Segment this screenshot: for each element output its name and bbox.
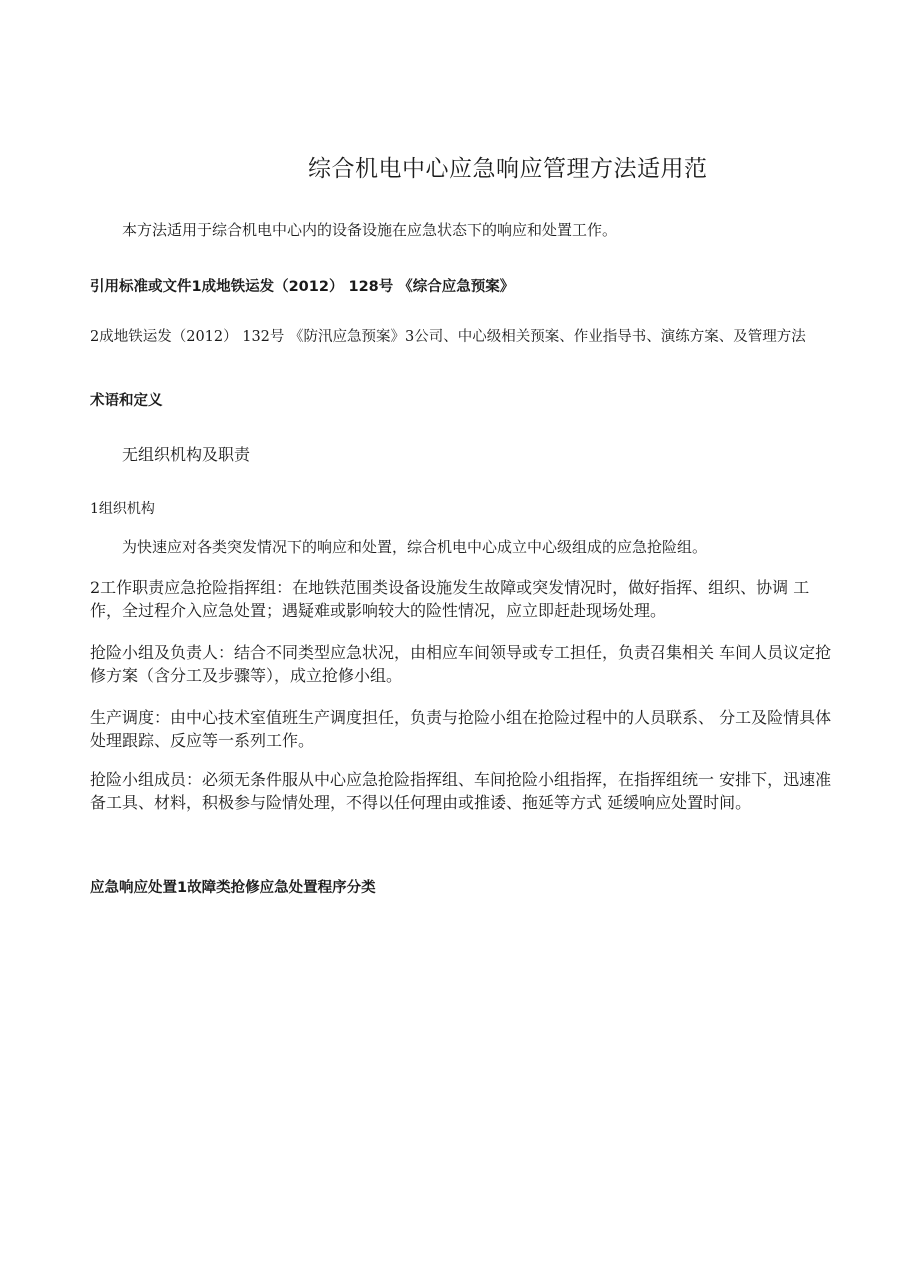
org-description: 为快速应对各类突发情况下的响应和处置，综合机电中心成立中心级组成的应急抢险组。	[122, 538, 708, 556]
references-heading: 引用标准或文件1成地铁运发（2012） 128号 《综合应急预案》	[90, 279, 515, 295]
duty-team-members: 抢险小组成员：必须无条件服从中心应急抢险指挥组、车间抢险小组指挥，在指挥组统一 安排下，迅速准备工具、材料，积极参与险情处理，不得以任何理由或推诿、拖延等方式 延缓响应处置时间。	[90, 770, 832, 812]
response-heading: 应急响应处置1故障类抢修应急处置程序分类	[90, 880, 376, 896]
document-title: 综合机电中心应急响应管理方法适用范	[308, 156, 708, 182]
duty-command-group: 2工作职责应急抢险指挥组：在地铁范围类设备设施发生故障或突发情况时，做好指挥、组织、协调 工作，全过程介入应急处置；遇疑难或影响较大的险性情况，应立即赶赴现场处理。	[90, 578, 810, 620]
scope-paragraph: 本方法适用于综合机电中心内的设备设施在应急状态下的响应和处置工作。	[122, 221, 618, 239]
org-heading: 无组织机构及职责	[122, 445, 251, 464]
org-subheading: 1组织机构	[90, 501, 155, 517]
duty-dispatch: 生产调度：由中心技术室值班生产调度担任，负责与抢险小组在抢险过程中的人员联系、 分工及险情具体处理跟踪、反应等一系列工作。	[90, 708, 832, 750]
terms-heading: 术语和定义	[90, 393, 163, 409]
references-paragraph: 2成地铁运发（2012） 132号 《防汛应急预案》3公司、中心级相关预案、作业指导书、演练方案、及管理方法	[90, 329, 806, 345]
duty-team-lead: 抢险小组及负责人：结合不同类型应急状况，由相应车间领导或专工担任，负责召集相关 车间人员议定抢修方案（含分工及步骤等），成立抢修小组。	[90, 643, 832, 685]
